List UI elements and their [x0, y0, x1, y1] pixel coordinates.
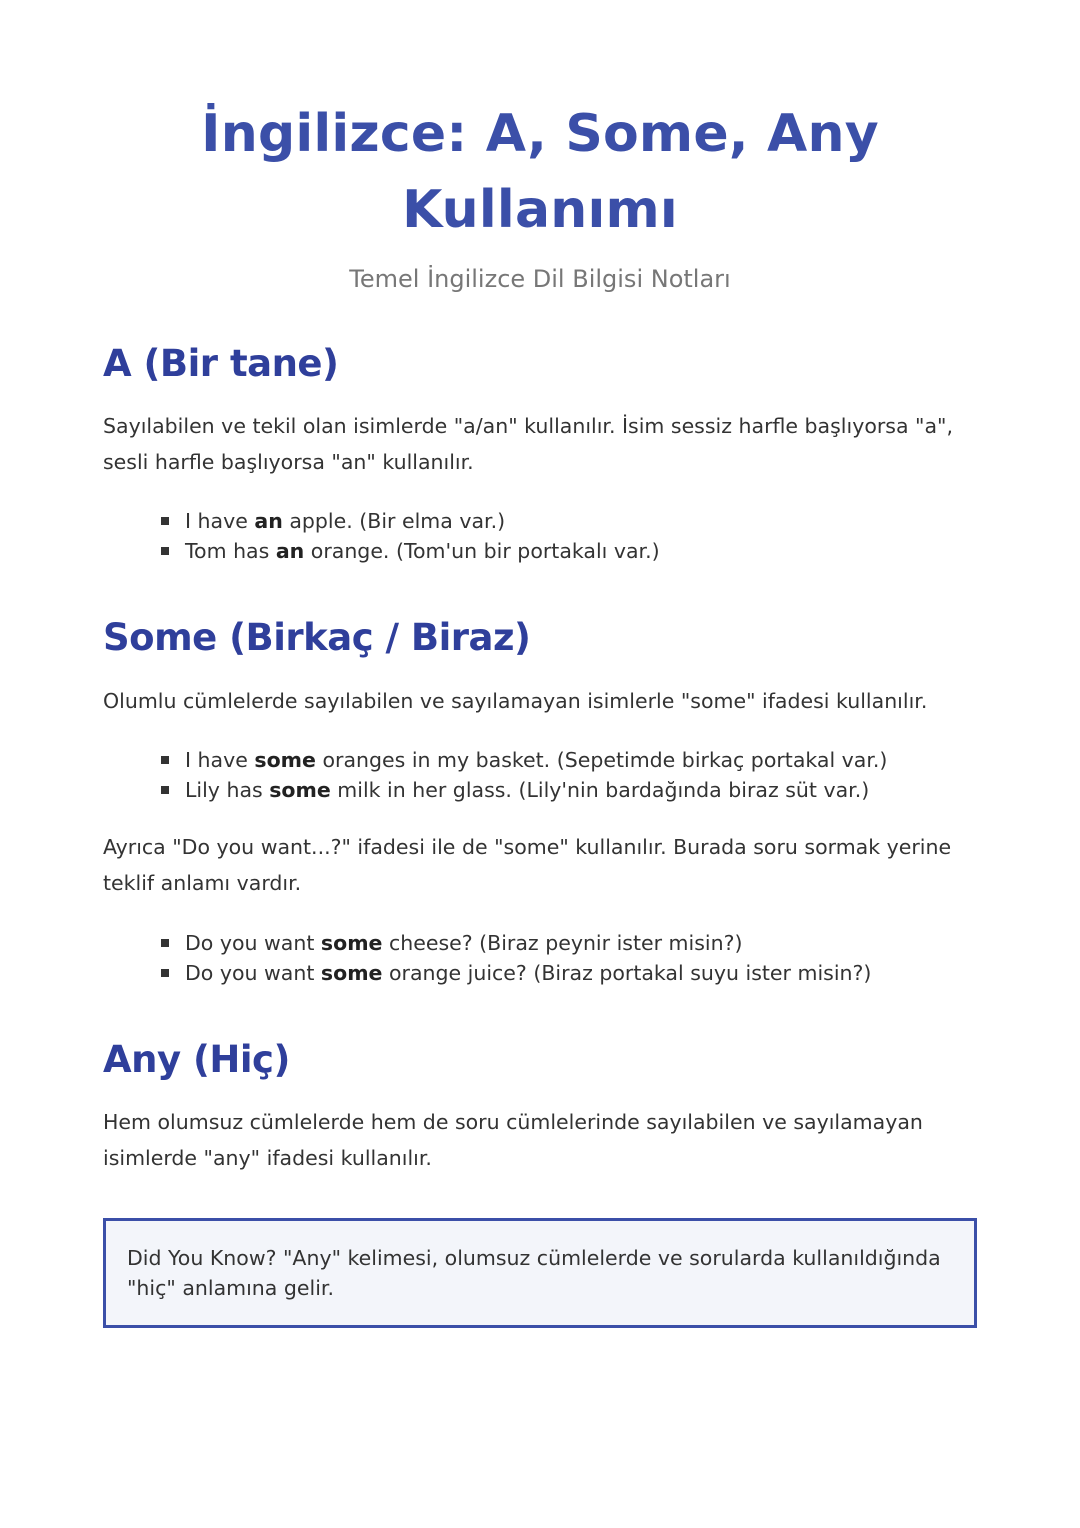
did-you-know-note: Did You Know? "Any" kelimesi, olumsuz cümlelerde ve sorularda kullanıldığında "hiç" anlamına gelir. — [103, 1218, 977, 1328]
section-heading-any: Any (Hiç) — [103, 1038, 290, 1081]
section-a-body: Sayılabilen ve tekil olan isimlerde "a/an" kullanılır. İsim sessiz harfle başlıyorsa "a", sesli harfle başlıyorsa "an" kullanılır. — [103, 414, 953, 474]
list-item: I have some oranges in my basket. (Sepetimde birkaç portakal var.) — [161, 745, 977, 775]
section-some-examples-2 — [103, 928, 977, 988]
section-a-examples — [103, 506, 977, 566]
page-title: İngilizce: A, Some, Any Kullanımı — [201, 104, 879, 240]
section-some-examples — [103, 745, 977, 805]
bullet-icon — [161, 756, 169, 764]
list-item: Lily has some milk in her glass. (Lily'nin bardağında biraz süt var.) — [161, 775, 977, 805]
section-some-body-2: Ayrıca "Do you want...?" ifadesi ile de "some" kullanılır. Burada soru sormak yerine teklif anlamı vardır. — [103, 835, 952, 895]
list-item: Tom has an orange. (Tom'un bir portakalı var.) — [161, 536, 977, 566]
page-subtitle: Temel İngilizce Dil Bilgisi Notları — [349, 265, 731, 293]
bullet-icon — [161, 786, 169, 794]
bullet-icon — [161, 547, 169, 555]
bullet-icon — [161, 517, 169, 525]
section-heading-a: A (Bir tane) — [103, 342, 339, 385]
list-item: I have an apple. (Bir elma var.) — [161, 506, 977, 536]
section-any-body: Hem olumsuz cümlelerde hem de soru cümlelerinde sayılabilen ve sayılamayan isimlerde "any" ifadesi kullanılır. — [103, 1110, 923, 1170]
bullet-icon — [161, 939, 169, 947]
section-heading-some: Some (Birkaç / Biraz) — [103, 616, 531, 659]
section-some-body: Olumlu cümlelerde sayılabilen ve sayılamayan isimlerle "some" ifadesi kullanılır. — [103, 689, 928, 713]
list-item: Do you want some orange juice? (Biraz portakal suyu ister misin?) — [161, 958, 977, 988]
bullet-icon — [161, 969, 169, 977]
list-item: Do you want some cheese? (Biraz peynir ister misin?) — [161, 928, 977, 958]
